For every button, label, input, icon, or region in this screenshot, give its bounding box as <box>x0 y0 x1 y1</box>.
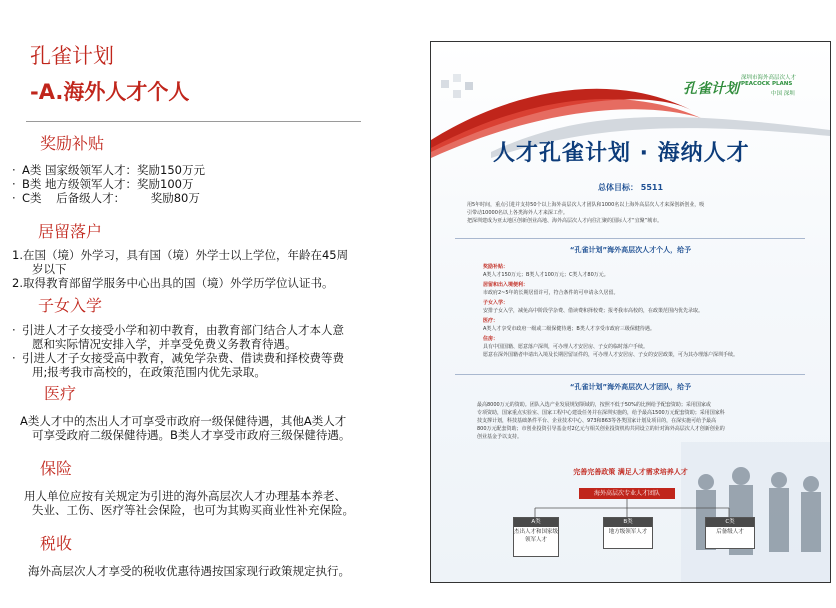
logo-subtitle: 深圳市海外高层次人才 <box>741 75 797 81</box>
poster-section-individual: “孔雀计划”海外高层次人才个人，给予 <box>569 246 692 254</box>
insurance-item: 用人单位应按有关规定为引进的海外高层次人才办理基本养老、 <box>24 489 346 503</box>
residence-item: 1.在国（境）外学习，具有国（境）外学士以上学位，年龄在45周 <box>12 248 349 262</box>
org-node-text: 地方级领军人才 <box>608 529 648 535</box>
poster-team-line: 技支撑计划，科技基础条件平台、企业技术中心、973和863等各类国家计划及项目的，在深实施可给予最高 <box>477 418 717 424</box>
org-node-a <box>513 517 559 557</box>
residence-item: 岁以下 <box>32 262 67 276</box>
title-divider <box>26 121 361 122</box>
org-node-caption: B类 <box>604 518 652 527</box>
tax-item: 海外高层次人才享受的税收优惠待遇按国家现行政策规定执行。 <box>28 564 350 578</box>
poster-item-label: 居留和出入境便利： <box>483 282 529 288</box>
children-item: · 引进人才子女接受小学和初中教育，由教育部门结合人才本人意 <box>22 322 344 338</box>
org-chart-connectors <box>431 498 830 518</box>
poster-item-text: 具有中国国籍、愿意落户深圳，可办理人才安居房、子女的临时落户手续。 <box>483 344 649 350</box>
poster-slogan: 完善完善政策 满足人才需求培养人才 <box>573 468 688 476</box>
insurance-item: 失业、工伤、医疗等社会保险，也可为其购买商业性补充保险。 <box>32 503 354 517</box>
org-node-caption: C类 <box>706 518 754 527</box>
medical-item: A类人才中的杰出人才可享受市政府一级保健待遇，其他A类人才 <box>20 414 347 428</box>
section-heading-reward: 奖励补贴 <box>40 134 105 153</box>
poster-banner: 人才孔雀计划 · 海纳人才 <box>493 141 750 166</box>
poster-item-label: 医疗： <box>483 318 499 324</box>
poster-intro-line: 引带动10000名以上各类海外人才来深工作。 <box>467 210 568 216</box>
page-subtitle: -A.海外人才个人 <box>30 80 190 104</box>
poster-intro-line: 用5年时间，重点引进并支持50个以上海外高层次人才团队和1000名以上海外高层次人才来深创新创业，吸 <box>467 202 705 208</box>
org-node-text: 杰出人才和国家级领军人才 <box>514 529 559 543</box>
poster-item-text: 愿意在深外国籍者申请出入境及长期居留证件的，可办理人才安居房、子女的安居政策，可为其办理落户深圳手续。 <box>483 352 739 358</box>
peacock-logo <box>683 70 739 100</box>
poster-team-line: 专项资助，国家重点实验室、国家工程中心建设任务并在深圳实施的，给予最高1500万元配套资助；采用国家科 <box>477 410 725 416</box>
section-heading-residence: 居留落户 <box>38 222 103 241</box>
poster-team-line: 创业基金予以支持。 <box>477 434 523 440</box>
reward-item: · C类 后备级人才： 奖励80万 <box>22 190 200 206</box>
org-node-c <box>705 517 755 549</box>
poster-item-label: 奖励补贴： <box>483 264 509 270</box>
residence-item: 2.取得教育部留学服务中心出具的国（境）外学历学位认证书。 <box>12 276 334 290</box>
peacock-plan-poster <box>430 41 831 583</box>
children-item: · 引进人才子女接受高中教育，减免学杂费、借读费和择校费等费 <box>22 350 344 366</box>
children-item: 用;报考我市高校的，在政策范围内优先录取。 <box>32 365 266 379</box>
logo-text: 孔雀计划 <box>683 81 739 97</box>
org-node-text: 后备级人才 <box>716 529 744 535</box>
poster-item-text: A类人才享受市政府一级或二级保健待遇；B类人才享受市政府三级保健待遇。 <box>483 326 655 332</box>
poster-item-text: 安排子女入学，减免高中阶段学杂费、借读费和择校费；报考我市高校的，在政策范围内优先录取。 <box>483 308 704 314</box>
poster-intro-line: 把深圳建成为亚太地区创新创业高地、海外高层次人才向往汇聚的国际人才“宜聚”城市。 <box>467 218 663 224</box>
org-node-caption: A类 <box>514 518 558 527</box>
logo-location: 中国 深圳 <box>771 91 795 97</box>
section-divider <box>455 238 805 239</box>
medical-item: 可享受政府二级保健待遇。B类人才享受市政府三级保健待遇。 <box>32 428 351 442</box>
section-divider <box>455 374 805 375</box>
section-heading-children: 子女入学 <box>38 296 103 315</box>
logo-english: PEACOCK PLANS <box>741 81 793 87</box>
poster-section-team: “孔雀计划”海外高层次人才团队，给予 <box>569 383 692 391</box>
poster-team-line: 最高8000万元的资助。团队入选产业发展规划领域的，按照不低于50%的比例给予配套资助；采用国家或 <box>477 402 711 408</box>
section-heading-insurance: 保险 <box>40 459 73 478</box>
section-heading-tax: 税收 <box>40 534 73 553</box>
org-chart-root: 海外高层次专业人才团队 <box>579 488 675 499</box>
reward-item: · B类 地方级领军人才：奖励100万 <box>22 176 194 192</box>
children-item: 愿和实际情况安排入学，并享受免费义务教育待遇。 <box>32 337 297 351</box>
poster-item-label: 子女入学： <box>483 300 509 306</box>
poster-item-text: 市政府2~5年的长期居留许可，符合条件的可申请永久居留。 <box>483 290 619 296</box>
section-heading-medical: 医疗 <box>44 384 77 403</box>
poster-goal: 总体目标： 5511 <box>597 183 664 192</box>
org-node-b <box>603 517 653 549</box>
poster-team-line: 800万元配套资助；市创业投资引导基金对2亿元与相关创业投资机构共同设立的针对海外高层次人才创新创业的 <box>477 426 725 432</box>
reward-item: · A类 国家级领军人才：奖励150万元 <box>22 162 205 178</box>
poster-item-label: 住房： <box>483 336 499 342</box>
poster-item-text: A类人才150万元；B类人才100万元；C类人才80万元。 <box>483 272 609 278</box>
page-title: 孔雀计划 <box>30 44 114 68</box>
